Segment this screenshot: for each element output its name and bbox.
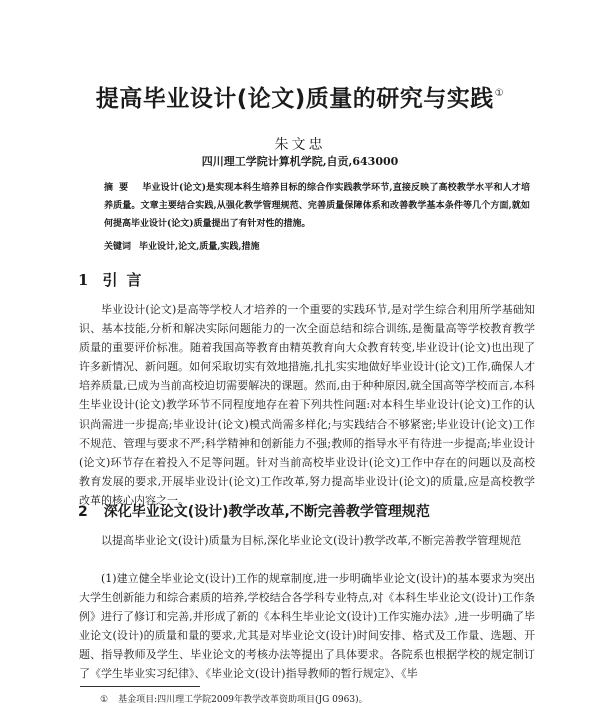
footnote xyxy=(100,692,368,705)
footnote-divider xyxy=(80,686,200,687)
abstract-text: 毕业设计(论文)是实现本科生培养目标的综合作实践教学环节,直接反映了高校教学水平和人才培养质量。文章主要结合实践,从强化教学管理规范、完善质量保障体系和改善教学基本条件等几个方面,就如何提高毕业设计(论文)质量提出了有针对性的措施。 xyxy=(104,183,530,229)
keywords-label: 关键词 xyxy=(104,242,132,252)
author-affiliation: 四川理工学院计算机学院,自贡,643000 xyxy=(201,155,399,168)
section-2-paragraph: (1)建立健全毕业论文(设计)工作的规章制度,进一步明确毕业论文(设计)的基本要求为突出大学生创新能力和综合素质的培养,学校结合各学科专业特点,对《本科生毕业论文(设计)工作条例》进行了修订和完善,并形成了新的《本科生毕业论文(设计)工作实施办法》,进一步明确了毕业论文(设计)的质量和量的要求,尤其是对毕业论文(设计)时间安排、格式及工作量、选题、开题、指导教师及学生、毕业论文的考核办法等提出了具体要求。各院系也根据学校的规定制订了《学生毕业实习纪律》、《毕业论文(设计)指导教师的暂行规定》、《毕 xyxy=(79,572,535,681)
title-text: 提高毕业设计(论文)质量的研究与实践 xyxy=(95,86,494,112)
section-2-number: 2 xyxy=(78,504,88,520)
section-1-title: 引言 xyxy=(102,271,151,289)
section-1-heading xyxy=(78,269,150,290)
footnote-text: 基金项目:四川理工学院2009年教学改革资助项目(JG 0963)。 xyxy=(118,695,368,705)
abstract-label: 摘要 xyxy=(104,183,135,193)
section-2-heading xyxy=(78,501,430,521)
title-footnote-mark: ① xyxy=(494,88,505,99)
section-2-title: 深化毕业论文(设计)教学改革,不断完善教学管理规范 xyxy=(103,504,430,520)
keywords xyxy=(104,239,530,255)
keywords-text: 毕业设计,论文,质量,实践,措施 xyxy=(139,242,260,252)
abstract xyxy=(104,179,530,233)
author-name: 朱文忠 xyxy=(274,137,326,153)
section-1-number: 1 xyxy=(78,271,89,289)
paper-title xyxy=(60,80,540,113)
section-1-paragraph: 毕业设计(论文)是高等学校人才培养的一个重要的实践环节,是对学生综合利用所学基础知识、基本技能,分析和解决实际问题能力的一次全面总结和综合训练,是衡量高等学校教育教学质量的重要评价标准。随着我国高等教育由精英教育向大众教育转变,毕业设计(论文)也出现了许多新情况、新问题。如何采取切实有效地措施,扎扎实实地做好毕业设计(论文)工作,确保人才培养质量,已成为当前高校迫切需要解决的课题。然而,由于种种原因,就全国高等学校而言,本科生毕业设计(论文)教学环节不同程度地存在着下列共性问题:对本科生毕业设计(论文)工作的认识尚需进一步提高;毕业设计(论文)模式尚需多样化;与实践结合不够紧密;毕业设计(论文)工作不规范、管理与要求不严;科学精神和创新能力不强;教师的指导水平有待进一步提高;毕业设计(论文)环节存在着投入不足等问题。针对当前高校毕业设计(论文)工作中存在的问题以及高校教育发展的要求,开展毕业设计(论文)工作改革,努力提高毕业设计(论文)的质量,应是高校教学改革的核心内容之一。 xyxy=(79,303,535,507)
section-2-intro: 以提高毕业论文(设计)质量为目标,深化毕业论文(设计)教学改革,不断完善教学管理规范 xyxy=(101,534,522,547)
footnote-mark: ① xyxy=(100,695,109,705)
